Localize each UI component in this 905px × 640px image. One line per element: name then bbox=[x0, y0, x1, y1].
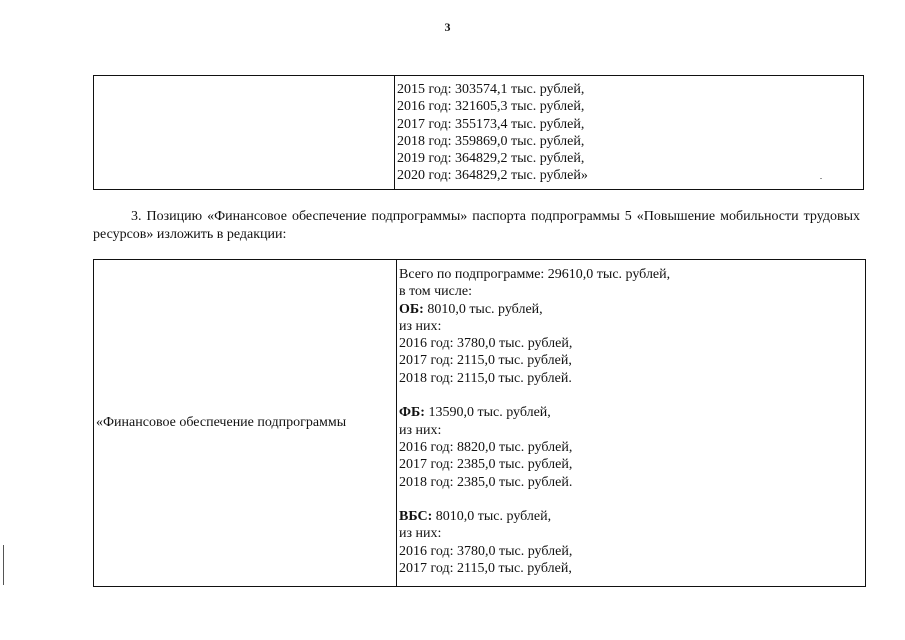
year-line: 2020 год: 364829,2 тыс. рублей» bbox=[397, 168, 588, 184]
year-line: 2017 год: 355173,4 тыс. рублей, bbox=[397, 116, 585, 132]
instruction-text: 3. Позицию «Финансовое обеспечение подпрограммы» паспорта подпрограммы 5 «Повышение мобильности трудовых ресурсов» изложить в редакции: bbox=[93, 209, 860, 242]
year-line: 2017 год: 2115,0 тыс. рублей, bbox=[399, 353, 572, 369]
table-cell-label bbox=[94, 260, 397, 587]
ob-label: ОБ: bbox=[399, 301, 424, 317]
year-line: 2016 год: 8820,0 тыс. рублей, bbox=[399, 439, 573, 455]
blank-line bbox=[399, 387, 865, 404]
vbs-line bbox=[399, 508, 865, 525]
subprogram-financing-table bbox=[93, 259, 866, 587]
instruction-paragraph bbox=[93, 208, 860, 244]
vbs-amount: 8010,0 тыс. рублей, bbox=[432, 509, 552, 525]
table-cell-years bbox=[395, 76, 864, 190]
page-number: 3 bbox=[444, 20, 451, 34]
year-line: 2018 год: 2385,0 тыс. рублей. bbox=[399, 474, 573, 490]
scan-edge-mark bbox=[3, 545, 4, 585]
year-line: 2017 год: 2385,0 тыс. рублей, bbox=[399, 457, 573, 473]
ob-amount: 8010,0 тыс. рублей, bbox=[423, 301, 543, 317]
year-line: 2018 год: 359869,0 тыс. рублей, bbox=[397, 133, 585, 149]
blank-line bbox=[399, 491, 865, 508]
vbs-label: ВБС: bbox=[399, 509, 433, 525]
year-line: 2017 год: 2115,0 тыс. рублей, bbox=[399, 561, 572, 577]
fb-line bbox=[399, 404, 865, 421]
year-line: 2018 год: 2115,0 тыс. рублей. bbox=[399, 370, 572, 386]
table-cell-empty bbox=[94, 76, 395, 190]
of-them-line: из них: bbox=[399, 422, 442, 438]
year-line: 2016 год: 3780,0 тыс. рублей, bbox=[399, 336, 573, 352]
financing-label: «Финансовое обеспечение подпрограммы bbox=[96, 415, 347, 430]
of-them-line: из них: bbox=[399, 318, 442, 334]
table-row bbox=[94, 260, 866, 587]
year-line: 2016 год: 3780,0 тыс. рублей, bbox=[399, 543, 573, 559]
year-line: 2015 год: 303574,1 тыс. рублей, bbox=[397, 82, 585, 97]
total-line: Всего по подпрограмме: 29610,0 тыс. рублей, bbox=[399, 267, 671, 282]
financing-table-continued bbox=[93, 75, 864, 190]
fb-amount: 13590,0 тыс. рублей, bbox=[424, 405, 551, 421]
of-them-line: из них: bbox=[399, 526, 442, 542]
table-cell-financing bbox=[397, 260, 866, 587]
ob-line bbox=[399, 301, 865, 318]
year-line: 2019 год: 364829,2 тыс. рублей, bbox=[397, 151, 585, 167]
fb-label: ФБ: bbox=[399, 405, 425, 421]
year-line: 2016 год: 321605,3 тыс. рублей, bbox=[397, 99, 585, 115]
scan-speck bbox=[820, 178, 822, 179]
table-row bbox=[94, 76, 864, 190]
including-line: в том числе: bbox=[399, 284, 472, 300]
